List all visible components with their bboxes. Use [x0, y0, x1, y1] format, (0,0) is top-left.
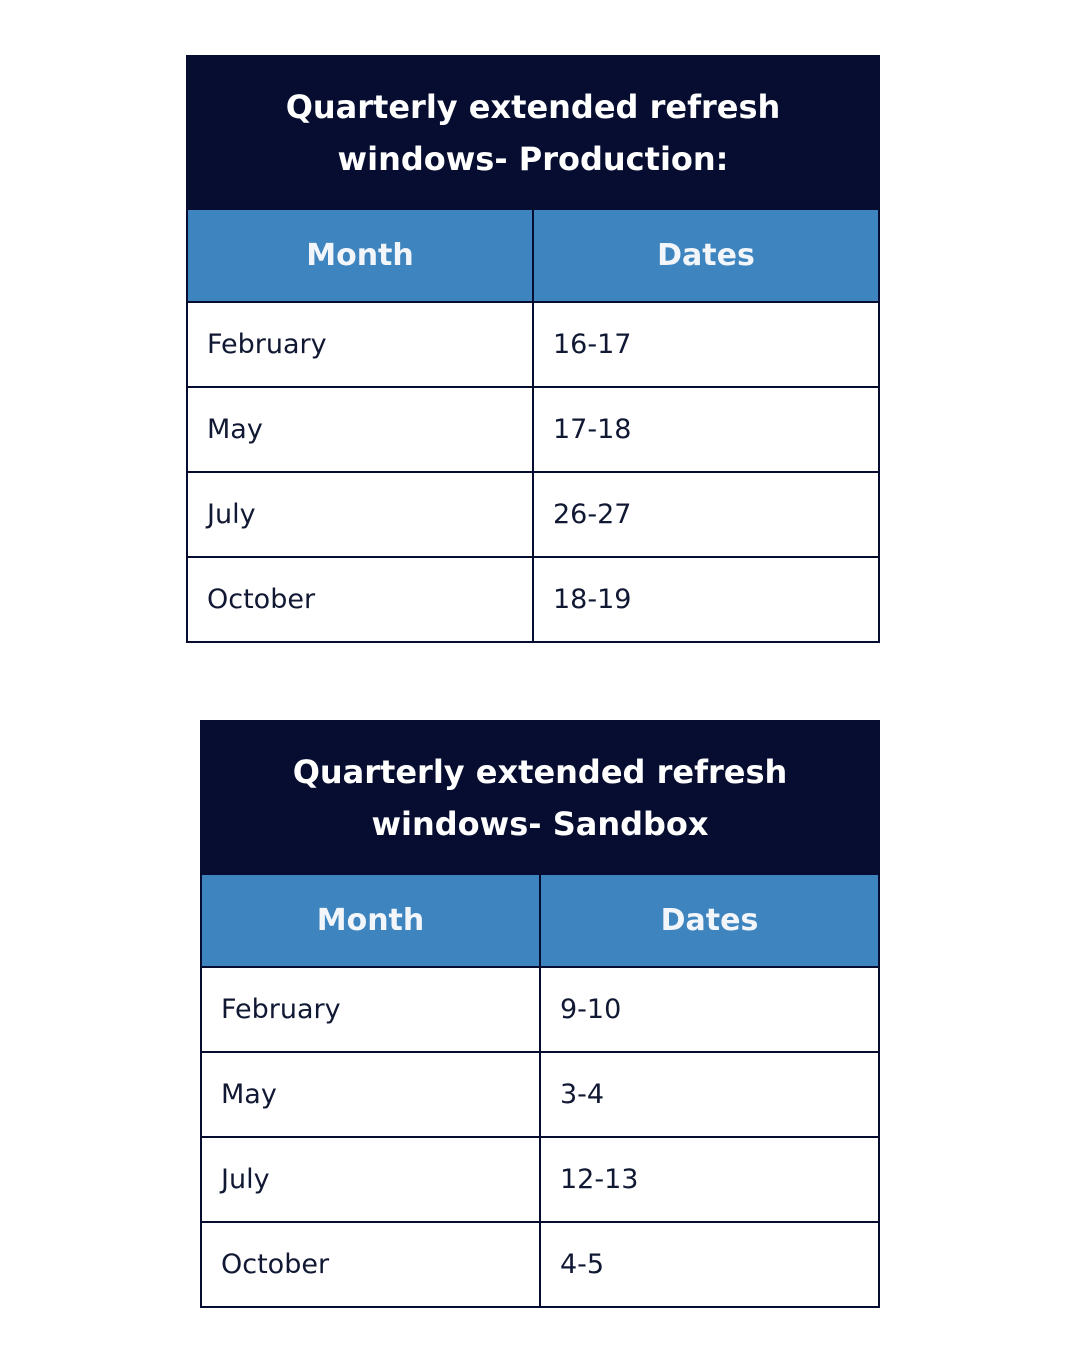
header-dates: Dates: [539, 875, 878, 966]
table-title: Quarterly extended refresh windows- Production:: [188, 57, 878, 208]
table-row: [202, 1136, 878, 1221]
table-row: [188, 471, 878, 556]
dates-cell: 3-4: [539, 1053, 878, 1136]
month-cell: February: [221, 994, 341, 1025]
header-month: Month: [188, 210, 532, 301]
month-cell: February: [207, 329, 327, 360]
production-refresh-table: [186, 55, 880, 643]
month-cell: July: [207, 499, 256, 530]
table-row: [188, 556, 878, 641]
dates-cell: 4-5: [539, 1223, 878, 1306]
table-row: [202, 1051, 878, 1136]
month-cell: July: [221, 1164, 270, 1195]
dates-cell: 16-17: [532, 303, 878, 386]
dates-cell: 18-19: [532, 558, 878, 641]
header-month: Month: [202, 875, 539, 966]
table-row: [188, 301, 878, 386]
dates-cell: 9-10: [539, 968, 878, 1051]
month-cell: May: [207, 414, 263, 445]
month-cell: May: [221, 1079, 277, 1110]
header-dates: Dates: [532, 210, 878, 301]
table-header-row: [188, 208, 878, 301]
dates-cell: 12-13: [539, 1138, 878, 1221]
month-cell: October: [221, 1249, 330, 1280]
table-title: Quarterly extended refresh windows- Sandbox: [202, 722, 878, 873]
table-row: [188, 386, 878, 471]
table-row: [202, 966, 878, 1051]
month-cell: October: [207, 584, 316, 615]
sandbox-refresh-table: [200, 720, 880, 1308]
table-row: [202, 1221, 878, 1306]
dates-cell: 17-18: [532, 388, 878, 471]
dates-cell: 26-27: [532, 473, 878, 556]
table-header-row: [202, 873, 878, 966]
